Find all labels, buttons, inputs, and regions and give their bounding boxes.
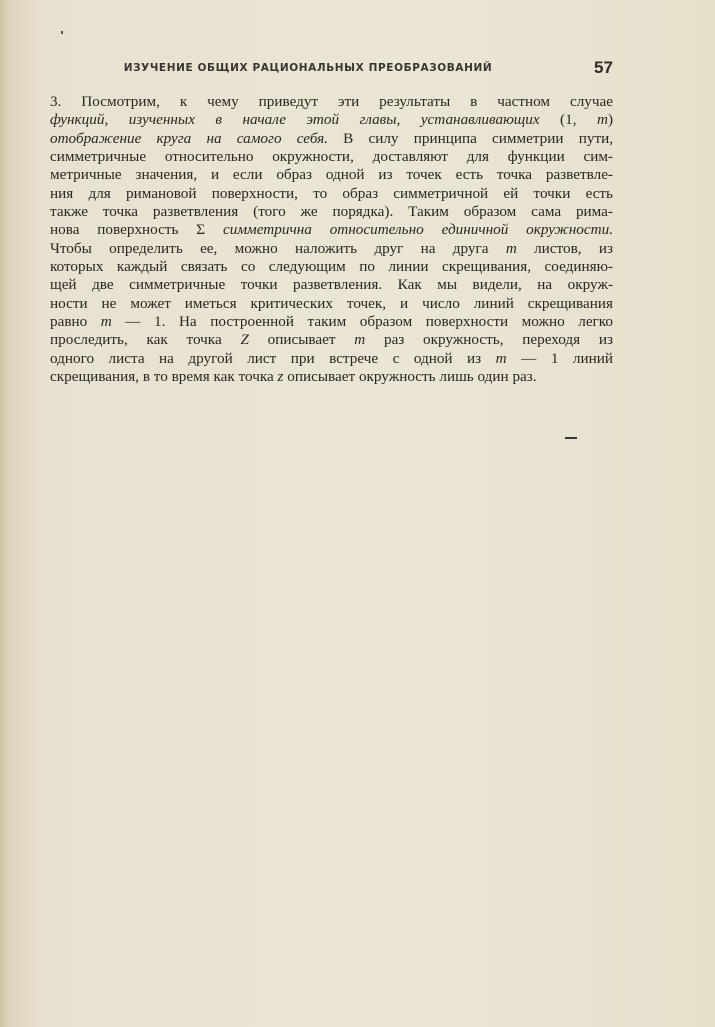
text-line	[50, 111, 613, 129]
text-line	[50, 350, 613, 368]
italic-text: m	[596, 111, 608, 129]
text-segment: ности не может иметься критических точек, и число линий скрещивания	[50, 294, 613, 312]
text-segment: скрещивания, в то время как точка	[50, 368, 278, 386]
scan-speck	[61, 31, 63, 34]
text-line	[50, 295, 613, 313]
text-segment: также точка разветвления (того же порядка). Таким образом сама рима-	[50, 203, 613, 221]
italic-text: симметрична относительно единичной окружности.	[223, 221, 613, 239]
text-line	[50, 368, 613, 386]
scan-mark	[565, 437, 577, 439]
page-number: 57	[594, 58, 613, 77]
text-segment: описывает	[248, 331, 355, 349]
text-line	[50, 185, 613, 203]
text-segment: — 1 линий	[506, 349, 613, 367]
text-segment: описывает окружность лишь один раз.	[283, 368, 537, 386]
text-segment: — 1. На построенной таким образом поверхности можно легко	[111, 313, 613, 331]
text-segment: одного листа на другой лист при встрече с одной из	[50, 349, 496, 367]
text-line	[50, 148, 613, 166]
running-title: ИЗУЧЕНИЕ ОБЩИХ РАЦИОНАЛЬНЫХ ПРЕОБРАЗОВАНИЙ	[123, 62, 493, 74]
text-line	[50, 203, 613, 221]
text-line	[50, 258, 613, 276]
text-segment: )	[607, 111, 613, 129]
italic-text: Z	[240, 331, 249, 349]
text-line	[50, 240, 613, 258]
text-segment: (1,	[539, 111, 597, 129]
text-segment: симметричные относительно окружности, доставляют для функции сим-	[50, 148, 613, 166]
text-segment: 3. Посмотрим, к чему приведут эти результаты в частном случае	[50, 93, 613, 110]
text-line	[50, 93, 613, 111]
italic-text: m	[354, 331, 366, 349]
text-line	[50, 166, 613, 184]
italic-text: m	[100, 313, 112, 331]
text-segment: В силу принципа симметрии пути,	[327, 129, 614, 147]
text-segment: щей две симметричные точки разветвления. Как мы видели, на окруж-	[50, 276, 613, 294]
text-line	[50, 276, 613, 294]
italic-text: m	[505, 239, 517, 257]
text-segment: Чтобы определить ее, можно наложить друг на друга	[50, 239, 506, 257]
italic-text: функций, изученных в начале этой главы, устанавливающих	[50, 111, 540, 129]
text-line	[50, 221, 613, 239]
text-segment: нова поверхность Σ	[50, 221, 224, 239]
text-segment: ния для римановой поверхности, то образ симметричной ей точки есть	[50, 184, 613, 202]
text-line	[50, 331, 613, 349]
text-line	[50, 130, 613, 148]
italic-text: m	[495, 349, 507, 367]
text-segment: метричные значения, и если образ одной из точек есть точка разветвле-	[50, 166, 613, 184]
text-line	[50, 313, 613, 331]
text-segment: раз окружность, переходя из	[365, 331, 614, 349]
text-segment: листов, из	[516, 239, 613, 257]
italic-text: z	[277, 368, 284, 386]
text-segment: которых каждый связать со следующим по линии скрещивания, соединяю-	[50, 258, 613, 276]
text-segment: проследить, как точка	[50, 331, 241, 349]
italic-text: отображение круга на самого себя.	[50, 129, 328, 147]
text-segment: равно	[50, 313, 101, 331]
body-paragraph	[50, 93, 613, 387]
